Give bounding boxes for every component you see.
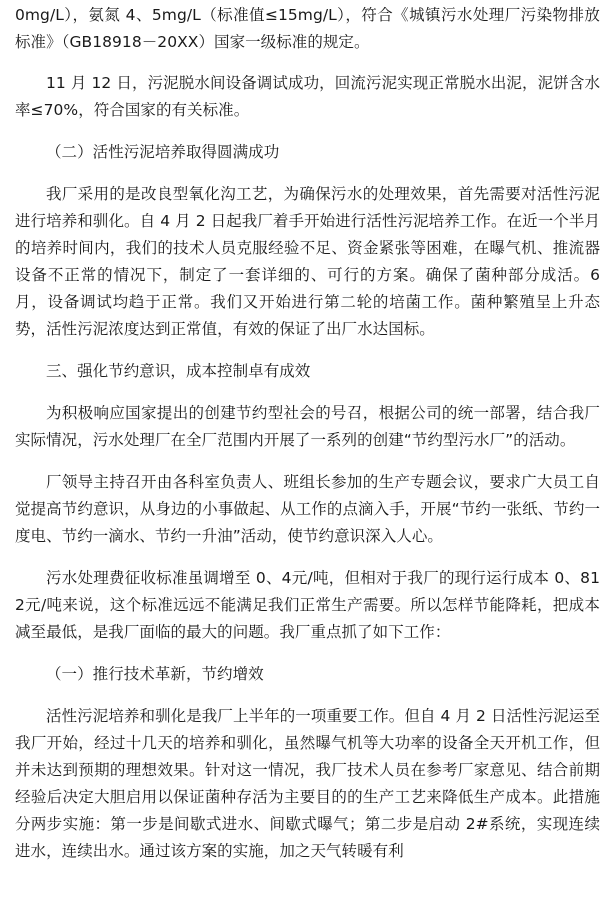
paragraph-discharge-standard: 0mg/L），氨氮 4、5mg/L（标准值≤15mg/L），符合《城镇污水处理厂污染物排放标准》（GB18918－20XX）国家一级标准的规定。 [15,6,600,51]
paragraph-leadership-meeting: 厂领导主持召开由各科室负责人、班组长参加的生产专题会议，要求广大员工自觉提高节约意识，从身边的小事做起、从工作的点滴入手，开展“节约一张纸、节约一度电、节约一滴水、节约一升油”活动，使节约意识深入人心。 [15,473,600,545]
section-heading-technical-innovation: （一）推行技术革新，节约增效 [46,665,264,683]
paragraph-saving-campaign: 为积极响应国家提出的创建节约型社会的号召，根据公司的统一部署，结合我厂实际情况，污水处理厂在全厂范围内开展了一系列的创建“节约型污水厂”的活动。 [15,404,600,449]
section-heading-activated-sludge: （二）活性污泥培养取得圆满成功 [46,143,280,161]
document-body [15,0,600,865]
paragraph-sludge-dewatering: 11 月 12 日，污泥脱水间设备调试成功，回流污泥实现正常脱水出泥，泥饼含水率≤70%，符合国家的有关标准。 [15,74,600,119]
paragraph-treatment-fee: 污水处理费征收标准虽调增至 0、4元/吨，但相对于我厂的现行运行成本 0、812元/吨来说，这个标准远远不能满足我们正常生产需要。所以怎样节能降耗，把成本减至最低，是我厂面临的最大的问题。我厂重点抓了如下工作： [15,569,600,641]
paragraph-sludge-cultivation: 我厂采用的是改良型氧化沟工艺，为确保污水的处理效果，首先需要对活性污泥进行培养和驯化。自 4 月 2 日起我厂着手开始进行活性污泥培养工作。在近一个半月的培养时间内，我们的技术人员克服经验不足、资金紧张等困难，在曝气机、推流器设备不正常的情况下，制定了一套详细的、可行的方案。确保了菌种部分成活。6 月，设备调试均趋于正常。我们又开始进行第二轮的培菌工作。菌种繁殖呈上升态势，活性污泥浓度达到正常值，有效的保证了出厂水达国标。 [15,185,600,338]
section-heading-cost-control: 三、强化节约意识，成本控制卓有成效 [46,362,311,380]
paragraph-process-improvement: 活性污泥培养和驯化是我厂上半年的一项重要工作。但自 4 月 2 日活性污泥运至我厂开始，经过十几天的培养和驯化，虽然曝气机等大功率的设备全天开机工作，但并未达到预期的理想效果。针对这一情况，我厂技术人员在参考厂家意见、结合前期经验后决定大胆启用以保证菌种存活为主要目的的生产工艺来降低生产成本。此措施分两步实施：第一步是间歇式进水、间歇式曝气；第二步是启动 2#系统，实现连续进水，连续出水。通过该方案的实施，加之天气转暖有利 [15,707,600,860]
